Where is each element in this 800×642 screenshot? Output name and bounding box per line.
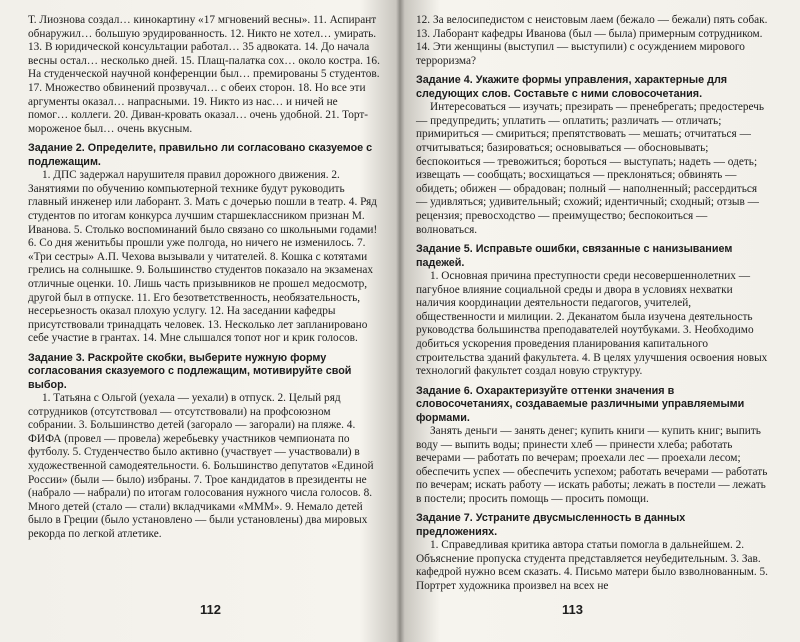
task7-text: 1. Справедливая критика автора статьи помогла в дальнейшем. 2. Объяснение пропуска студента представляется неубедительным. 3. Зав. кафедрой нужно всем сказать. 4. Письмо матери было взволнованным. 5. Портрет художника произвел на всех не (416, 539, 769, 593)
left-intro-text: Т. Лиознова создал… кинокартину «17 мгновений весны». 11. Аспирант обнаружил… большую эрудированность. 12. Никто не хотел… умирать. 13. В юридической консультации работал… 35 адвоката. 14. До начала весны остал… несколько дней. 15. Плащ-палатка сох… около костра. 16. На студенческой научной конференции был… премированы 5 студентов. 17. Множество обвинений прозвучал… с обеих сторон. 18. Но все эти аргументы оказал… напрасными. 19. Никто из нас… и ничей не помог… коллеги. 20. Диван-кровать оказал… очень удобной. 21. Торт-мороженое был… очень вкусным. (28, 14, 380, 135)
task6-heading: Задание 6. Охарактеризуйте оттенки значения в словосочетаниях, создаваемые различными управляемыми формами. (416, 384, 745, 424)
task5-text: 1. Основная причина преступности среди несовершеннолетних — пагубное влияние социальной среды и двора в условиях нехватки наличия координации деятельности педагогов, учителей, общественности и милиции. 2. Деканатом была изучена деятельность руководства большинства преподавателей ноутбуками. 3. Необходимо добиться ускорения проведения планирования капитального строительства зданий факультета. 4. В целях улучшения освоения новых технологий факультет создал новую структуру. (416, 269, 768, 378)
task5-heading: Задание 5. Исправьте ошибки, связанные с нанизыванием падежей. (416, 243, 733, 269)
task4-heading: Задание 4. Укажите формы управления, характерные для следующих слов. Составьте с ними словосочетания. (416, 74, 728, 100)
right-page (416, 14, 768, 594)
task2-text: 1. ДПС задержал нарушителя правил дорожного движения. 2. Занятиями по обучению компьютерной технике будут руководить главный инженер или лаборант. 3. Мать с дочерью пошли в театр. 4. Ряд студентов по итогам конкурса лучшим старшеклассником признан М. Иванова. 5. Столько воспоминаний было связано со школьными годами! 6. Со дня женитьбы прошли уже полгода, но ничего не изменилось. 7. «Три сестры» А.П. Чехова вызывали у читателей. 8. Кошка с котятами грелись на солнышке. 9. Большинство студентов показало на экзаменах отличные оценки. 10. Лишь часть призывников не прошел медосмотр, другой был в отпуске. 11. Его безответственность, необязательность, несерьезность оказал плохую услугу. 12. На заседании кафедры присутствовали тринадцать человек. 13. Несколько лет запланировано себе участие в грантах. 14. Мне слышался топот ног и крик голосов. (28, 169, 378, 345)
task2-heading: Задание 2. Определите, правильно ли согласовано сказуемое с подлежащим. (28, 142, 373, 168)
right-intro-text: 12. За велосипедистом с неистовым лаем (бежало — бежали) пять собак. 13. Лаборант кафедры Иванова (был — была) примерным сотрудником. 14. Эти женщины (выступил — выступили) с осуждением мирового терроризма? (416, 14, 768, 67)
task6-text: Занять деньги — занять денег; купить книги — купить книг; выпить воду — выпить воды; принести хлеб — принести хлеба; работать вечерами — работать по вечерам; проехали лес — проехали лесом; обеспечить успех — обеспечить успехом; работать вечерами — работать по вечерам; искать работу — искать работы; лежать в постели — лежать в постели; просить помощь — просить помощи. (416, 424, 768, 505)
task4-text: Интересоваться — изучать; презирать — пренебрегать; предостеречь — предупредить; уплатить — оплатить; различать — отличать; примириться — смириться; препятствовать — мешать; отчитаться — отчитываться; базироваться; основываться — обосновывать; беспокоиться — тревожиться; бороться — выступать; надеть — одеть; извещать — сообщать; восхищаться — преклоняться; обвинять — обидеть; обижен — обрадован; полный — наполненный; рассердиться — удивляться; удивительный; схожий; идентичный; сходный; отзыв — рецензия; превосходство — преимущество; беспокоиться — волноваться. (416, 101, 765, 236)
page-number-left: 112 (200, 602, 221, 617)
task7-heading: Задание 7. Устраните двусмысленность в данных предложениях. (416, 512, 686, 538)
page-number-right: 113 (562, 602, 583, 617)
task3-text: 1. Татьяна с Ольгой (уехала — уехали) в отпуск. 2. Целый ряд сотрудников (отсутствовал — отсутствовали) на профсоюзном собрании. 3. Большинство детей (загорало — загорали) на пляже. 4. ФИФА (провел — провела) жеребьевку участников чемпионата по футболу. 5. Студенчество было активно (участвует — участвовали) в художественной самодеятельности. 6. Большинство депутатов «Единой России» (были — было) избраны. 7. Трое кандидатов в президенты не (набрало — набрали) по итогам голосования нужного числа голосов. 8. Много детей (стало — стали) вкладчиками «МММ». 9. Немало детей было в Греции (было установлено — были установлены) два мировых рекорда по легкой атлетике. (28, 392, 374, 541)
task3-heading: Задание 3. Раскройте скобки, выберите нужную форму согласования сказуемого с подлежащим, мотивируйте свой выбор. (28, 351, 352, 391)
left-page (28, 14, 380, 542)
